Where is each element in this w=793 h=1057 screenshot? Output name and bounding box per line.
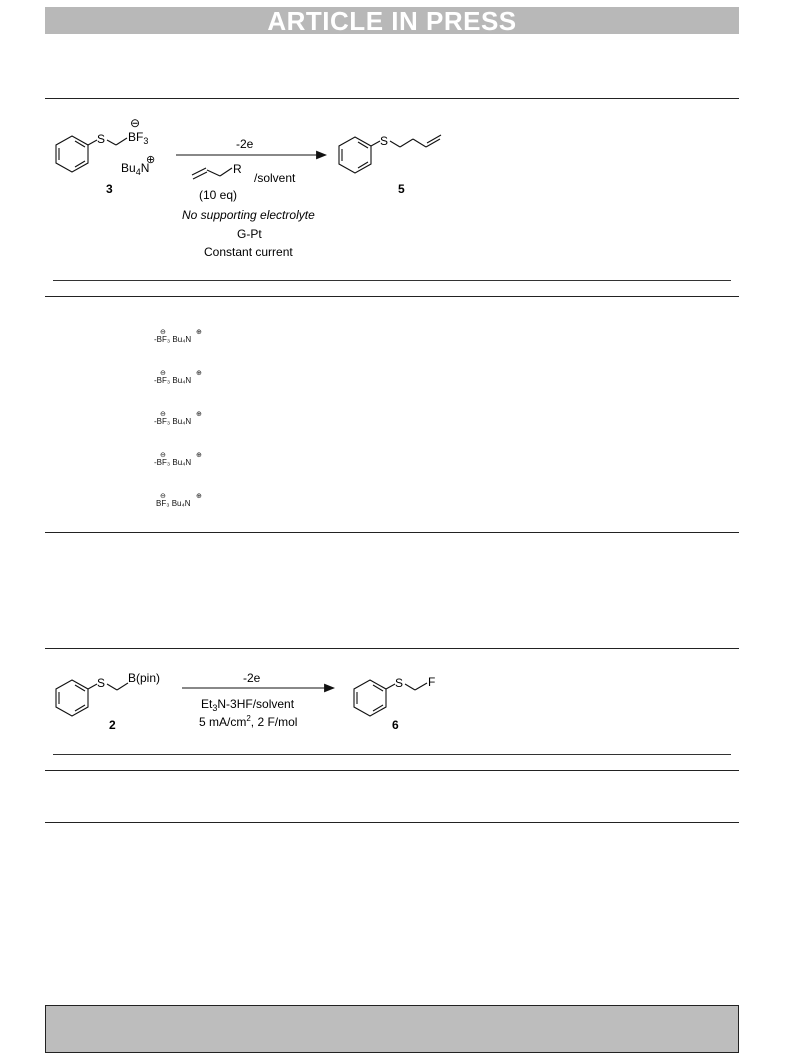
compound-label-5: 5 — [398, 182, 405, 196]
reagent-et3n: $Et_3N-3HF$/solvent — [201, 697, 295, 713]
table1-charges — [160, 329, 202, 500]
compound-label-2: 2 — [109, 718, 116, 732]
compound-label-6: 6 — [392, 718, 399, 732]
allyl-reagent — [192, 168, 232, 179]
article-in-press-banner: ARTICLE IN PRESS — [45, 7, 739, 34]
counterion-bu4n: $Bu_4N$ — [121, 161, 150, 177]
svg-text:⊖: ⊖ — [160, 493, 166, 500]
svg-text:⊖: ⊖ — [160, 411, 166, 418]
atom-f-6: F — [428, 675, 436, 689]
table1-row-5-label: BF₃ Bu₄N — [156, 499, 191, 508]
arrow1-top-text: -2e — [236, 137, 254, 151]
benzene-ring-2 — [56, 680, 128, 716]
table1-row-3-label: -BF₃ Bu₄N — [154, 417, 192, 426]
charge-minus-3: ⊖ — [130, 116, 141, 130]
condition-electrolyte: No supporting electrolyte — [182, 208, 315, 222]
arrow2-top-text: -2e — [243, 671, 261, 685]
atom-s-6: S — [395, 676, 404, 690]
atom-s-5: S — [380, 134, 389, 148]
reagent-current-density: 5 $mA/cm^2$, 2 F/mol — [199, 714, 298, 729]
reagent-r: R — [233, 162, 242, 176]
benzene-ring-3 — [56, 136, 127, 172]
bpin-group: B(pin) — [128, 671, 161, 685]
table1-fragments — [154, 335, 191, 508]
charge-plus-3: ⊕ — [146, 154, 156, 166]
benzene-ring-5 — [339, 135, 441, 173]
atom-s-2: S — [97, 676, 106, 690]
table1-row-2-label: -BF₃ Bu₄N — [154, 376, 192, 385]
benzene-ring-6 — [354, 680, 427, 716]
svg-text:⊕: ⊕ — [196, 493, 202, 500]
svg-text:⊖: ⊖ — [160, 329, 166, 336]
compound-label-3: 3 — [106, 182, 113, 196]
svg-text:⊕: ⊕ — [196, 329, 202, 336]
svg-text:⊕: ⊕ — [196, 452, 202, 459]
condition-current: Constant current — [204, 245, 293, 259]
svg-text:⊖: ⊖ — [160, 452, 166, 459]
svg-text:⊕: ⊕ — [196, 411, 202, 418]
condition-electrodes: G-Pt — [237, 227, 262, 241]
atom-bf3: $BF_3$ — [128, 130, 149, 146]
svg-text:⊖: ⊖ — [160, 370, 166, 377]
reagent-eq: (10 eq) — [199, 188, 238, 202]
reagent-solvent: /solvent — [254, 171, 296, 185]
atom-s-3: S — [97, 132, 106, 146]
svg-text:⊕: ⊕ — [196, 370, 202, 377]
table1-row-4-label: -BF₃ Bu₄N — [154, 458, 192, 467]
table1-row-1-label: -BF₃ Bu₄N — [154, 335, 192, 344]
